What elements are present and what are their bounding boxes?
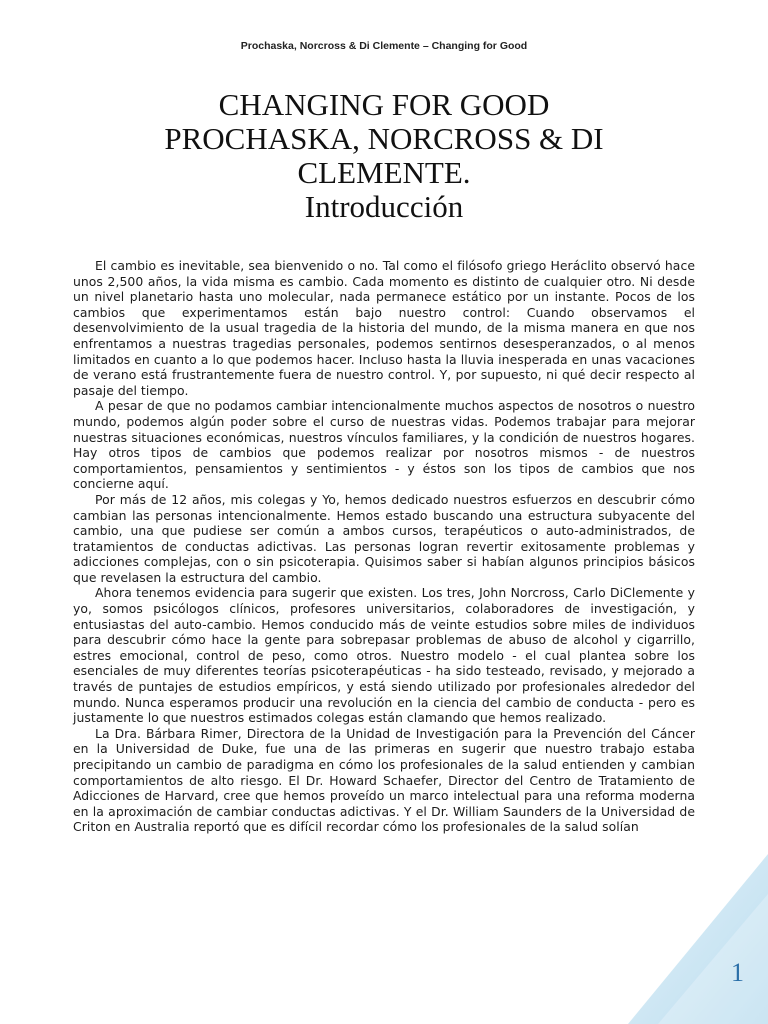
section-heading: Introducción	[304, 189, 464, 224]
page-number: 1	[731, 958, 744, 987]
paragraph-2: A pesar de que no podamos cambiar intencionalmente muchos aspectos de nosotros o nuestro mundo, podemos algún poder sobre el curso de nuestras vidas. Podemos trabajar para mejorar nuestras situaciones económicas, nuestros vínculos familiares, y la condición de nuestros hogares. Hay otros tipos de cambios que podemos realizar por nosotros mismos - de nuestros comportamientos, pensamientos y sentimientos - y éstos son los tipos de cambios que nos concierne aquí.	[73, 398, 695, 492]
running-header: Prochaska, Norcross & Di Clemente – Changing for Good	[240, 40, 528, 52]
title-line-2: PROCHASKA, NORCROSS & DI	[164, 121, 604, 156]
paragraph-1: El cambio es inevitable, sea bienvenido o no. Tal como el filósofo griego Heráclito observó hace unos 2,500 años, la vida misma es cambio. Cada momento es distinto de cualquier otro. Ni desde un nivel planetario hasta uno molecular, nada permanece estático por un instante. Pocos de los cambios que experimentamos están bajo nuestro control: Cuando observamos el desenvolvimiento de la usual tragedia de la historia del mundo, de la misma manera en que nos enfrentamos a nuestras tragedias personales, podemos sentirnos desesperanzados, o al menos limitados en cuanto a lo que podemos hacer. Incluso hasta la lluvia inesperada en unas vacaciones de verano está frustrantemente fuera de nuestro control. Y, por supuesto, ni qué decir respecto al pasaje del tiempo.	[73, 258, 695, 398]
title-line-1: CHANGING FOR GOOD	[218, 87, 550, 122]
corner-triangle-graphic	[628, 854, 768, 1024]
document-title	[80, 88, 688, 224]
title-line-3: CLEMENTE.	[297, 155, 471, 190]
paragraph-3: Por más de 12 años, mis colegas y Yo, hemos dedicado nuestros esfuerzos en descubrir cómo cambian las personas intencionalmente. Hemos estado buscando una estructura subyacente del cambio, una que pudiese ser común a ambos cursos, terapéuticos o auto-administrados, de tratamientos de conductas adictivas. Las personas logran revertir exitosamente problemas y adicciones complejas, con o sin psicoterapia. Quisimos saber si habían algunos principios básicos que revelasen la estructura del cambio.	[73, 491, 695, 585]
corner-sheen	[658, 894, 768, 1024]
paragraph-4: Ahora tenemos evidencia para sugerir que existen. Los tres, John Norcross, Carlo DiClemente y yo, somos psicólogos clínicos, profesores universitarios, colaboradores de investigación, y entusiastas del auto-cambio. Hemos conducido más de veinte estudios sobre miles de individuos para descubrir cómo hace la gente para sobrepasar problemas de abuso de alcohol y cigarrillo, estres emocional, control de peso, como otros. Nuestro modelo - el cual plantea sobre los esenciales de muy diferentes teorías psicoterapéuticas - ha sido testeado, revisado, y mejorado a través de puntajes de estudios empíricos, y está siendo utilizado por profesionales alrededor del mundo. Nunca esperamos producir una revolución en la ciencia del cambio de conducta - pero es justamente lo que nuestros estimados colegas están clamando que hemos realizado.	[73, 585, 695, 726]
paragraph-5: La Dra. Bárbara Rimer, Directora de la Unidad de Investigación para la Prevención del Cáncer en la Universidad de Duke, fue una de las primeras en sugerir que nuestro trabajo estaba precipitando un cambio de paradigma en cómo los profesionales de la salud entienden y cambian comportamientos de alto riesgo. El Dr. Howard Schaefer, Director del Centro de Tratamiento de Adicciones de Harvard, cree que hemos proveído un marco intelectual para una reforma moderna en la aproximación de cambiar conductas adictivas. Y el Dr. William Saunders de la Universidad de Criton en Australia reportó que es difícil recordar cómo los profesionales de la salud solían	[73, 725, 695, 835]
body-text	[73, 258, 695, 835]
